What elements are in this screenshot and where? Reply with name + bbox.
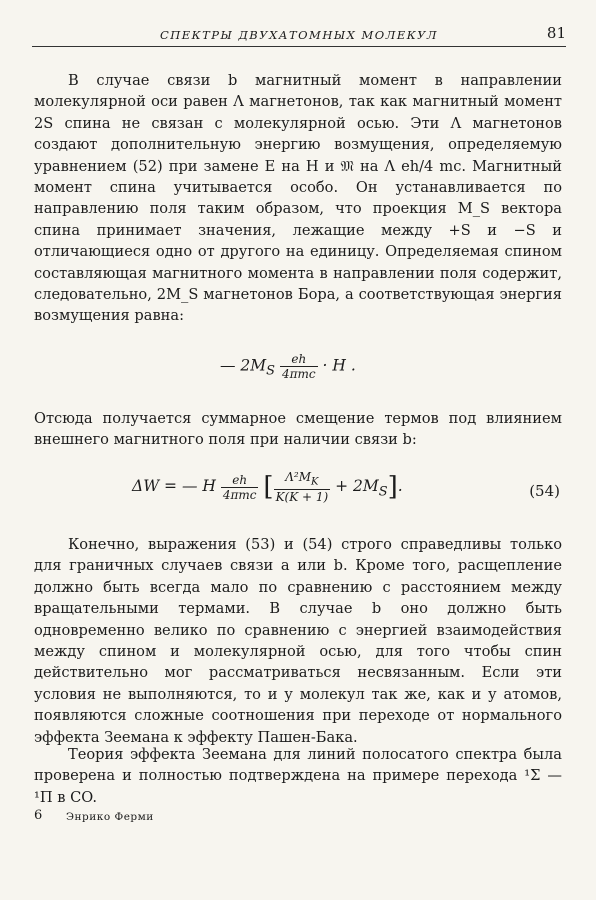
page-number: 81 [546, 24, 566, 42]
running-title: СПЕКТРЫ ДВУХАТОМНЫХ МОЛЕКУЛ [159, 28, 439, 42]
running-header [32, 22, 566, 47]
paragraph-2 [34, 408, 562, 451]
paragraph-4-text: Теория эффекта Зеемана для линий полосатого спектра была проверена и полностью подтверждена на примере перехода ¹Σ — ¹Π в CO. [34, 746, 562, 806]
paragraph-4 [34, 744, 562, 808]
paragraph-1 [34, 70, 562, 327]
paragraph-1-text: В случае связи b магнитный момент в направлении молекулярной оси равен Λ магнетонов, так как магнитный момент 2S спина не связан с молекулярной осью. Эти Λ магнетонов создают дополнительную энергию возмущения, определяемую уравнением (52) при замене E на H и 𝔐 на Λ eh/4 mc. Магнитный момент спина учитывается особо. Он устанавливается по направлению поля таким образом, что проекция M_S вектора спина принимает значения, лежащие между +S и −S и отличающиеся одно от другого на единицу. Определяемая спином составляющая магнитного момента в направлении поля содержит, следовательно, 2M_S магнетонов Бора, а соответствующая энергия возмущения равна: [34, 72, 562, 325]
equation-54: ΔW = — H $\frac{eh}{\text{4πmc}}$ [ $\frac{\Lambda^2M_K}{K(K + 1)}$ + $2M_S$]. [132, 470, 403, 505]
equation-spin-energy: — $2M_S$ $\frac{eh}{\text{4πmc}}$ · H . [220, 352, 356, 381]
paragraph-3 [34, 534, 562, 748]
fraction-inner: $\frac{\Lambda^2M_K}{K(K + 1)}$ [275, 470, 329, 505]
equation-number: (54) [529, 482, 560, 500]
signature-number: 6 [34, 808, 43, 823]
fraction: $\frac{eh}{\text{4πmc}}$ [222, 472, 257, 502]
paragraph-3-text: Конечно, выражения (53) и (54) строго справедливы только для граничных случаев связи a или b. Кроме того, расщепление должно быть всегда мало по сравнению с расстоянием между вращательными термами. В случае b оно должно быть одновременно велико по сравнению с энергией взаимодействия между спином и молекулярной осью, для того чтобы спин действительно мог рассматриваться несвязанным. Если эти условия не выполняются, то и у молекул так же, как и у атомов, появляются сложные соотношения при переходе от нормального эффекта Зеемана к эффекту Пашен-Бака. [34, 536, 562, 746]
signature-text: Энрико Ферми [66, 811, 154, 823]
fraction: $\frac{eh}{\text{4πmc}}$ [281, 352, 316, 381]
paragraph-2-text: Отсюда получается суммарное смещение термов под влиянием внешнего магнитного поля при наличии связи b: [34, 410, 562, 449]
